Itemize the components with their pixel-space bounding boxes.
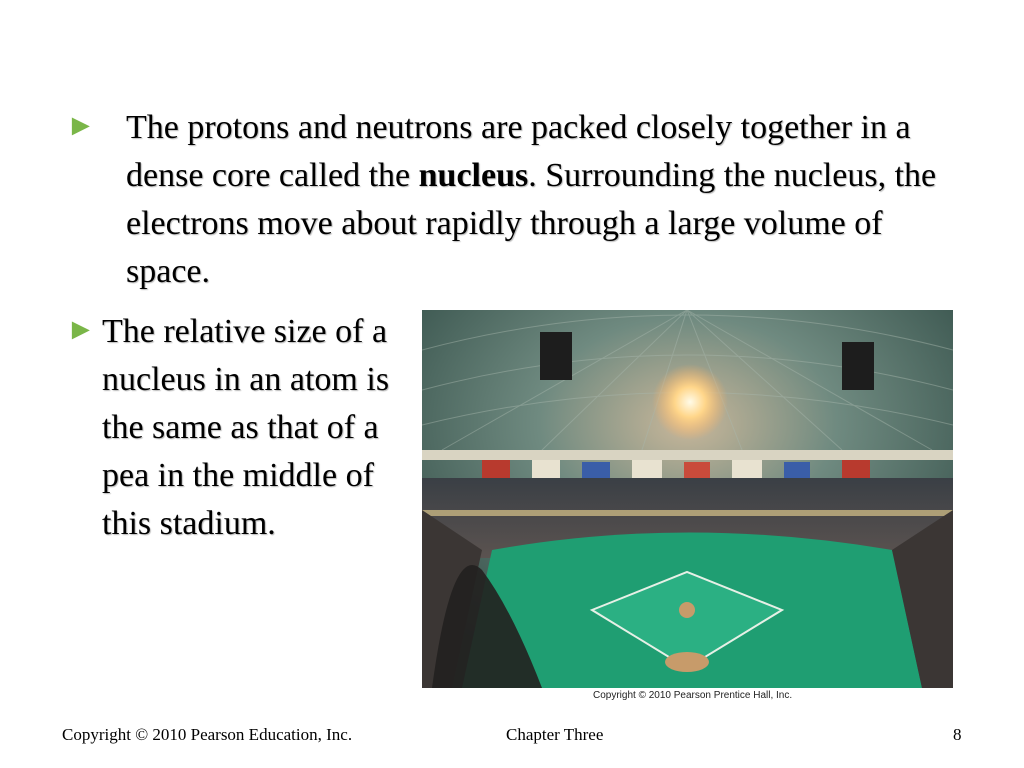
home-plate-area <box>665 652 709 672</box>
stand-rail <box>422 510 953 516</box>
bullet-arrow-icon: ► <box>66 313 96 346</box>
nucleus-term: nucleus <box>418 157 529 194</box>
pitchers-mound <box>679 602 695 618</box>
bullet-text-start: The protons and neutrons are packed closely together in a dense core called the <box>126 109 911 194</box>
bullet-text-end: . Surrounding the nucleus, the electrons move about rapidly through a large volume of space. <box>126 157 937 290</box>
footer-page-number: 8 <box>953 725 962 744</box>
scoreboard-speaker-left <box>540 332 572 380</box>
image-credit: Copyright © 2010 Pearson Prentice Hall, Inc. <box>593 690 793 701</box>
footer-copyright: Copyright © 2010 Pearson Education, Inc. <box>62 725 353 744</box>
upper-ring <box>422 450 953 460</box>
fireworks-flash <box>652 364 728 440</box>
stadium-photo <box>422 310 953 688</box>
bullet-relative-size: The relative size of a nucleus in an atom is the same as that of a pea in the middle of this stadium. <box>102 313 390 542</box>
scoreboard-speaker-right <box>842 342 874 390</box>
footer-chapter: Chapter Three <box>506 725 604 744</box>
stadium-illustration <box>422 310 953 688</box>
bullet-arrow-icon: ► <box>66 109 96 142</box>
bullet-nucleus-description <box>126 104 966 296</box>
